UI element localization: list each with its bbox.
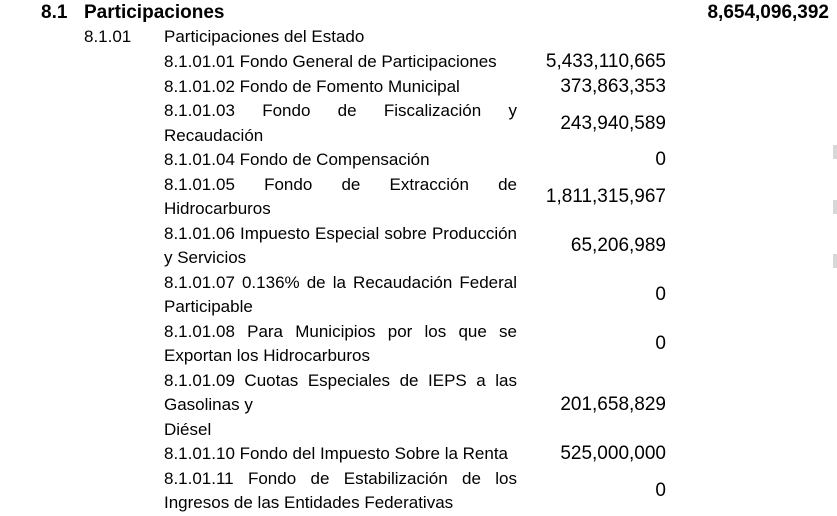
list-item <box>164 442 666 467</box>
section-code: 8.1 <box>41 2 68 23</box>
list-item <box>164 222 666 271</box>
item-label: 8.1.01.04 Fondo de Compensación <box>164 150 430 169</box>
page-edge-mark <box>833 200 837 214</box>
page-edge-mark <box>833 254 837 268</box>
item-value: 0 <box>655 284 666 305</box>
subsection-code: 8.1.01 <box>84 27 132 46</box>
item-label: 8.1.01.10 Fondo del Impuesto Sobre la Renta <box>164 444 509 463</box>
item-label: 8.1.01.01 Fondo General de Participaciones <box>164 52 497 71</box>
item-label: 8.1.01.03 Fondo de Fiscalización y Recaudación <box>164 101 517 145</box>
item-value: 0 <box>655 480 666 501</box>
page-edge-mark <box>833 145 837 159</box>
item-value: 5,433,110,665 <box>545 51 666 73</box>
item-value: 1,811,315,967 <box>545 186 666 207</box>
list-item <box>164 75 666 100</box>
item-value: 65,206,989 <box>570 235 666 256</box>
item-label: 8.1.01.09 Cuotas Especiales de IEPS a las Gasolinas y Diésel <box>164 370 517 439</box>
list-item <box>164 320 666 369</box>
item-value: 373,863,353 <box>560 75 666 97</box>
section-total: 8,654,096,392 <box>707 2 829 23</box>
item-value: 243,940,589 <box>560 112 666 134</box>
item-label: 8.1.01.11 Fondo de Estabilización de los Ingresos de las Entidades Federativas <box>164 468 517 512</box>
item-value: 0 <box>655 333 666 354</box>
item-value: 525,000,000 <box>560 443 666 465</box>
item-value: 0 <box>655 149 666 171</box>
item-label: 8.1.01.02 Fondo de Fomento Municipal <box>164 76 460 96</box>
item-label: 8.1.01.07 0.136% de la Recaudación Federal Participable <box>164 272 517 316</box>
list-item <box>164 173 666 222</box>
items-list <box>164 50 666 516</box>
list-item <box>164 148 666 173</box>
item-value: 201,658,829 <box>560 394 666 416</box>
list-item <box>164 467 666 516</box>
list-item <box>164 271 666 320</box>
item-label: 8.1.01.08 Para Municipios por los que se Exportan los Hidrocarburos <box>164 321 517 365</box>
list-item <box>164 50 666 75</box>
item-label: 8.1.01.05 Fondo de Extracción de Hidrocarburos <box>164 174 517 218</box>
section-title: Participaciones <box>84 2 225 23</box>
list-item <box>164 369 666 443</box>
subsection-title: Participaciones del Estado <box>164 27 365 46</box>
list-item <box>164 99 666 148</box>
item-label: 8.1.01.06 Impuesto Especial sobre Producción y Servicios <box>164 223 517 267</box>
